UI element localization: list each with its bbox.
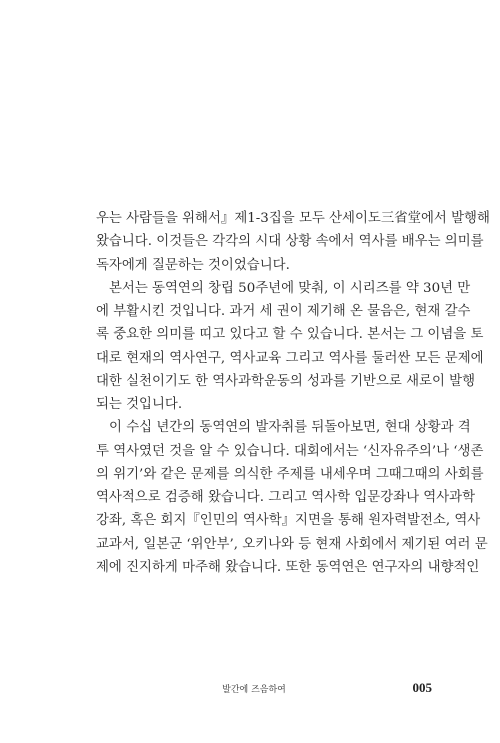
text-line: 강좌, 혹은 회지『인민의 역사학』지면을 통해 원자력발전소, 역사	[96, 513, 481, 529]
text-line: 왔습니다. 이것들은 각각의 시대 상황 속에서 역사를 배우는 의미를	[96, 234, 484, 250]
text-line: 대로 현재의 역사연구, 역사교육 그리고 역사를 둘러싼 모든 문제에	[96, 350, 484, 366]
text-line: 대한 실천이기도 한 역사과학운동의 성과를 기반으로 새로이 발행	[96, 373, 476, 389]
page-number: 005	[412, 680, 432, 695]
text-line: 본서는 동역연의 창립 50주년에 맞춰, 이 시리즈를 약 30년 만	[109, 280, 471, 296]
text-line: 에 부활시킨 것입니다. 과거 세 권이 제기해 온 물음은, 현재 갈수	[96, 304, 471, 319]
text-line: 우는 사람들을 위해서』제1-3집을 모두 산세이도三省堂에서 발행해	[96, 211, 490, 226]
text-line: 이 수십 년간의 동역연의 발자취를 뒤돌아보면, 현대 상황과 격	[109, 420, 471, 436]
text-line: 교과서, 일본군 ‘위안부’, 오키나와 등 현재 사회에서 제기된 여러 문	[96, 536, 488, 552]
text-line: 되는 것입니다.	[96, 397, 183, 412]
text-line: 투 역사였던 것을 알 수 있습니다. 대회에서는 ‘신자유주의’나 ‘생존	[96, 443, 484, 459]
text-line: 역사적으로 검증해 왔습니다. 그리고 역사학 입문강좌나 역사과학	[96, 490, 476, 505]
body-text	[96, 207, 490, 579]
text-line: 의 위기’와 같은 문제를 의식한 주제를 내세우며 그때그때의 사회를	[96, 466, 484, 482]
running-title: 발간에 즈음하여	[222, 685, 286, 695]
text-line: 록 중요한 의미를 띠고 있다고 할 수 있습니다. 본서는 그 이념을 토	[96, 327, 484, 343]
text-line: 제에 진지하게 마주해 왔습니다. 또한 동역연은 연구자의 내향적인	[96, 559, 480, 575]
text-line: 독자에게 질문하는 것이었습니다.	[96, 257, 290, 273]
